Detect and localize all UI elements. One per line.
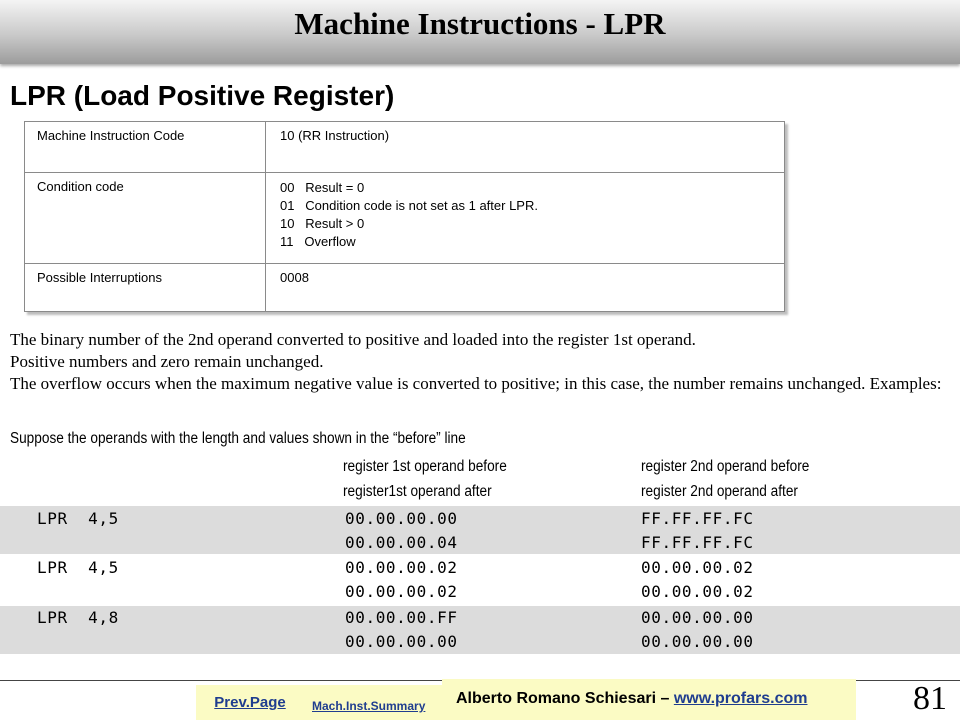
prev-page-link[interactable]: Prev.Page <box>196 685 304 720</box>
example-1-op1-after: 00.00.00.04 <box>345 533 458 552</box>
example-2-op1-after: 00.00.00.02 <box>345 582 458 601</box>
example-row-shade <box>0 506 960 554</box>
value-condition-code <box>266 173 785 264</box>
table-row <box>25 264 785 312</box>
author-name: Alberto Romano Schiesari – <box>456 690 674 707</box>
suppose-note: Suppose the operands with the length and values shown in the “before” line <box>10 430 466 447</box>
col-header-op1-after: register1st operand after <box>343 483 492 500</box>
example-3-op1-after: 00.00.00.00 <box>345 632 458 651</box>
cc-line-11: 11 Overflow <box>280 234 356 249</box>
example-3-op1-before: 00.00.00.FF <box>345 608 458 627</box>
value-interruptions: 0008 <box>266 264 785 312</box>
author-box <box>442 679 856 720</box>
table-row <box>25 122 785 173</box>
example-row-shade <box>0 606 960 654</box>
example-1-instruction: LPR 4,5 <box>37 509 119 528</box>
col-header-op2-after: register 2nd operand after <box>641 483 798 500</box>
value-machine-code: 10 (RR Instruction) <box>266 122 785 173</box>
table-row <box>25 173 785 264</box>
col-header-op1-before: register 1st operand before <box>343 458 507 475</box>
summary-link[interactable]: Mach.Inst.Summary <box>312 699 426 713</box>
description-paragraph-3: The overflow occurs when the maximum negative value is converted to positive; in this case, the number remains unchanged. Examples: <box>10 374 942 393</box>
example-1-op2-before: FF.FF.FF.FC <box>641 509 754 528</box>
example-3-instruction: LPR 4,8 <box>37 608 119 627</box>
example-3-op2-before: 00.00.00.00 <box>641 608 754 627</box>
author-credit <box>456 690 808 708</box>
example-2-op1-before: 00.00.00.02 <box>345 558 458 577</box>
slide-title: Machine Instructions - LPR <box>294 6 666 41</box>
page-number: 81 <box>913 680 947 717</box>
description-paragraph-2: Positive numbers and zero remain unchanged. <box>10 352 324 371</box>
label-interruptions: Possible Interruptions <box>25 264 266 312</box>
example-2-op2-before: 00.00.00.02 <box>641 558 754 577</box>
example-1-op1-before: 00.00.00.00 <box>345 509 458 528</box>
cc-line-01: 01 Condition code is not set as 1 after LPR. <box>280 198 538 213</box>
description-paragraph-1: The binary number of the 2nd operand converted to positive and loaded into the register 1st operand. <box>10 330 696 349</box>
website-link[interactable]: www.profars.com <box>673 690 808 707</box>
label-condition-code: Condition code <box>25 173 266 264</box>
label-machine-code: Machine Instruction Code <box>25 122 266 173</box>
instruction-info-table <box>24 121 785 312</box>
example-3-op2-after: 00.00.00.00 <box>641 632 754 651</box>
cc-line-00: 00 Result = 0 <box>280 180 365 195</box>
col-header-op2-before: register 2nd operand before <box>641 458 810 475</box>
example-2-op2-after: 00.00.00.02 <box>641 582 754 601</box>
example-1-op2-after: FF.FF.FF.FC <box>641 533 754 552</box>
title-bar <box>0 0 960 64</box>
example-2-instruction: LPR 4,5 <box>37 558 119 577</box>
cc-line-10: 10 Result > 0 <box>280 216 365 231</box>
section-heading: LPR (Load Positive Register) <box>10 80 395 111</box>
summary-link-box[interactable] <box>304 685 442 720</box>
